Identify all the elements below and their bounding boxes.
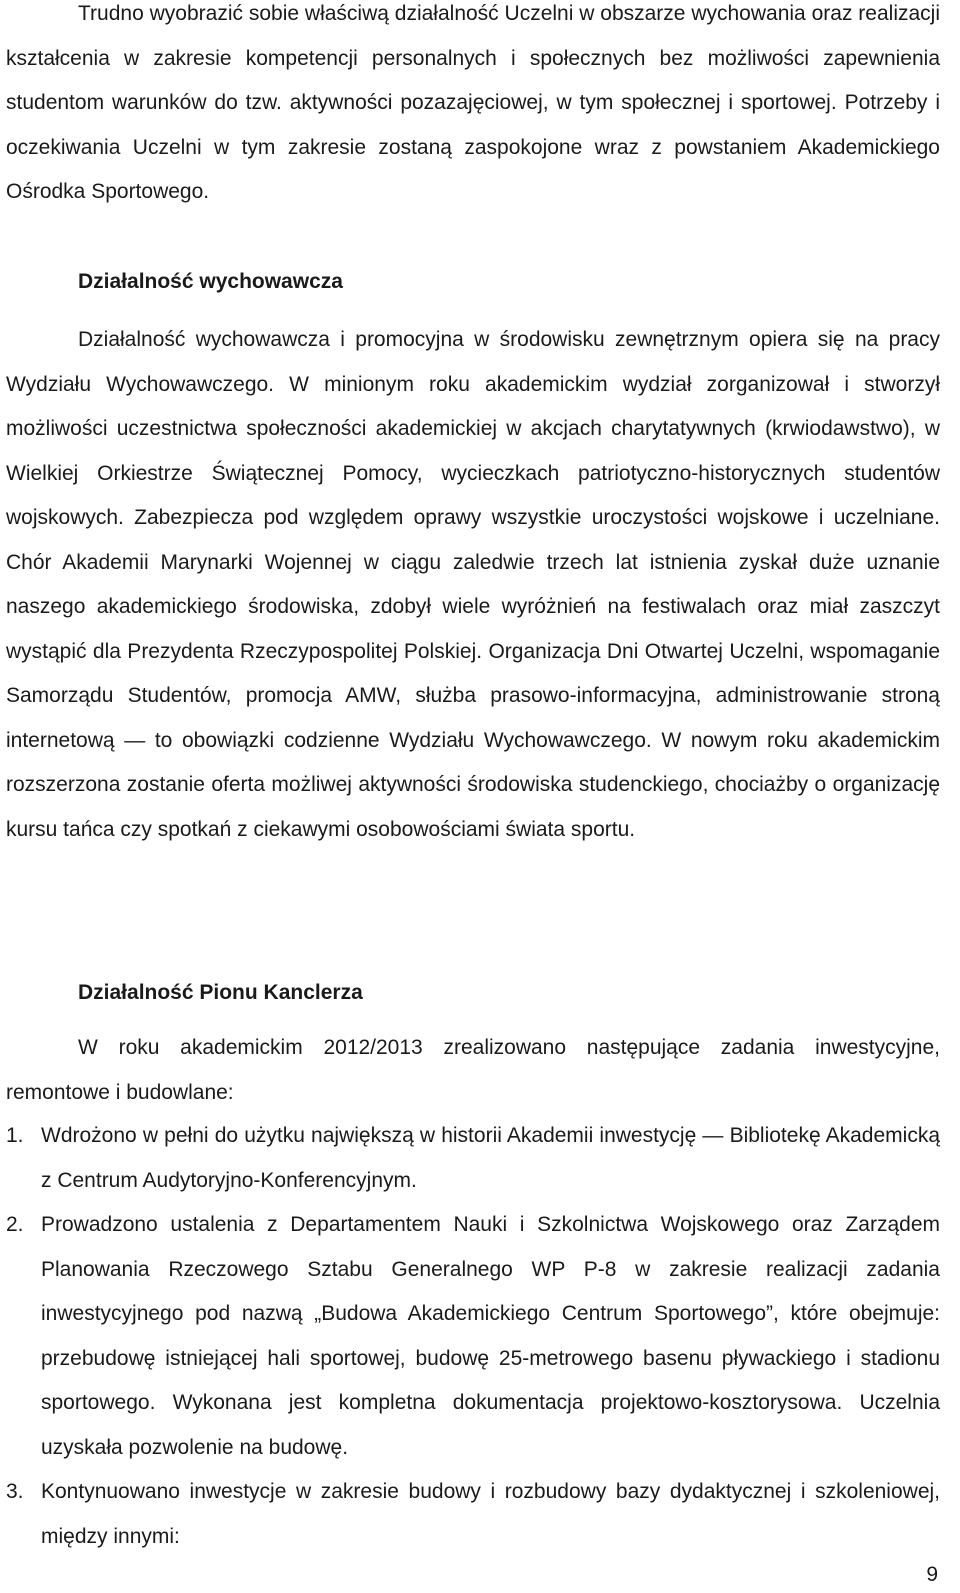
list-item bbox=[6, 1114, 940, 1203]
page-number: 9 bbox=[926, 1563, 938, 1586]
list-item-number: 2. bbox=[6, 1213, 24, 1236]
paragraph-kanclerz-intro: W roku akademickim 2012/2013 zrealizowano następujące zadania inwestycyjne, remontowe i budowlane: bbox=[6, 1036, 940, 1104]
section-heading-wychowawcza: Działalność wychowawcza bbox=[78, 270, 343, 293]
section-heading-kanclerz: Działalność Pionu Kanclerza bbox=[78, 981, 363, 1004]
list-item bbox=[6, 1203, 940, 1470]
list-item-number: 3. bbox=[6, 1480, 24, 1503]
list-item-text: Prowadzono ustalenia z Departamentem Nauki i Szkolnictwa Wojskowego oraz Zarządem Planowania Rzeczowego Sztabu Generalnego WP P-8 w zakresie realizacji zadania inwestycyjnego pod nazwą „Budowa Akademickiego Centrum Sportowego”, które obejmuje: przebudowę istniejącej hali sportowej, budowę 25-metrowego basenu pływackiego i stadionu sportowego. Wykonana jest kompletna dokumentacja projektowo-kosztorysowa. Uczelnia uzyskała pozwolenie na budowę. bbox=[41, 1213, 940, 1459]
list-item-text: Kontynuowano inwestycje w zakresie budowy i rozbudowy bazy dydaktycznej i szkoleniowej, między innymi: bbox=[41, 1480, 940, 1548]
list-item-text: Wdrożono w pełni do użytku największą w historii Akademii inwestycję — Bibliotekę Akademicką z Centrum Audytoryjno-Konferencyjnym. bbox=[41, 1124, 940, 1192]
paragraph-intro: Trudno wyobrazić sobie właściwą działalność Uczelni w obszarze wychowania oraz realizacji kształcenia w zakresie kompetencji personalnych i społecznych bez możliwości zapewnienia studentom warunków do tzw. aktywności pozazajęciowej, w tym społecznej i sportowej. Potrzeby i oczekiwania Uczelni w tym zakresie zostaną zaspokojone wraz z powstaniem Akademickiego Ośrodka Sportowego. bbox=[6, 2, 940, 203]
list-item bbox=[6, 1470, 940, 1559]
list-item-number: 1. bbox=[6, 1124, 24, 1147]
investment-list bbox=[6, 1114, 940, 1559]
paragraph-wychowawcza: Działalność wychowawcza i promocyjna w środowisku zewnętrznym opiera się na pracy Wydziału Wychowawczego. W minionym roku akademickim wydział zorganizował i stworzył możliwości uczestnictwa społeczności akademickiej w akcjach charytatywnych (krwiodawstwo), w Wielkiej Orkiestrze Świątecznej Pomocy, wycieczkach patriotyczno-historycznych studentów wojskowych. Zabezpiecza pod względem oprawy wszystkie uroczystości wojskowe i uczelniane. Chór Akademii Marynarki Wojennej w ciągu zaledwie trzech lat istnienia zyskał duże uznanie naszego akademickiego środowiska, zdobył wiele wyróżnień na festiwalach oraz miał zaszczyt wystąpić dla Prezydenta Rzeczypospolitej Polskiej. Organizacja Dni Otwartej Uczelni, wspomaganie Samorządu Studentów, promocja AMW, służba prasowo-informacyjna, administrowanie stroną internetową — to obowiązki codzienne Wydziału Wychowawczego. W nowym roku akademickim rozszerzona zostanie oferta możliwej aktywności środowiska studenckiego, chociażby o organizację kursu tańca czy spotkań z ciekawymi osobowościami świata sportu. bbox=[6, 328, 940, 841]
